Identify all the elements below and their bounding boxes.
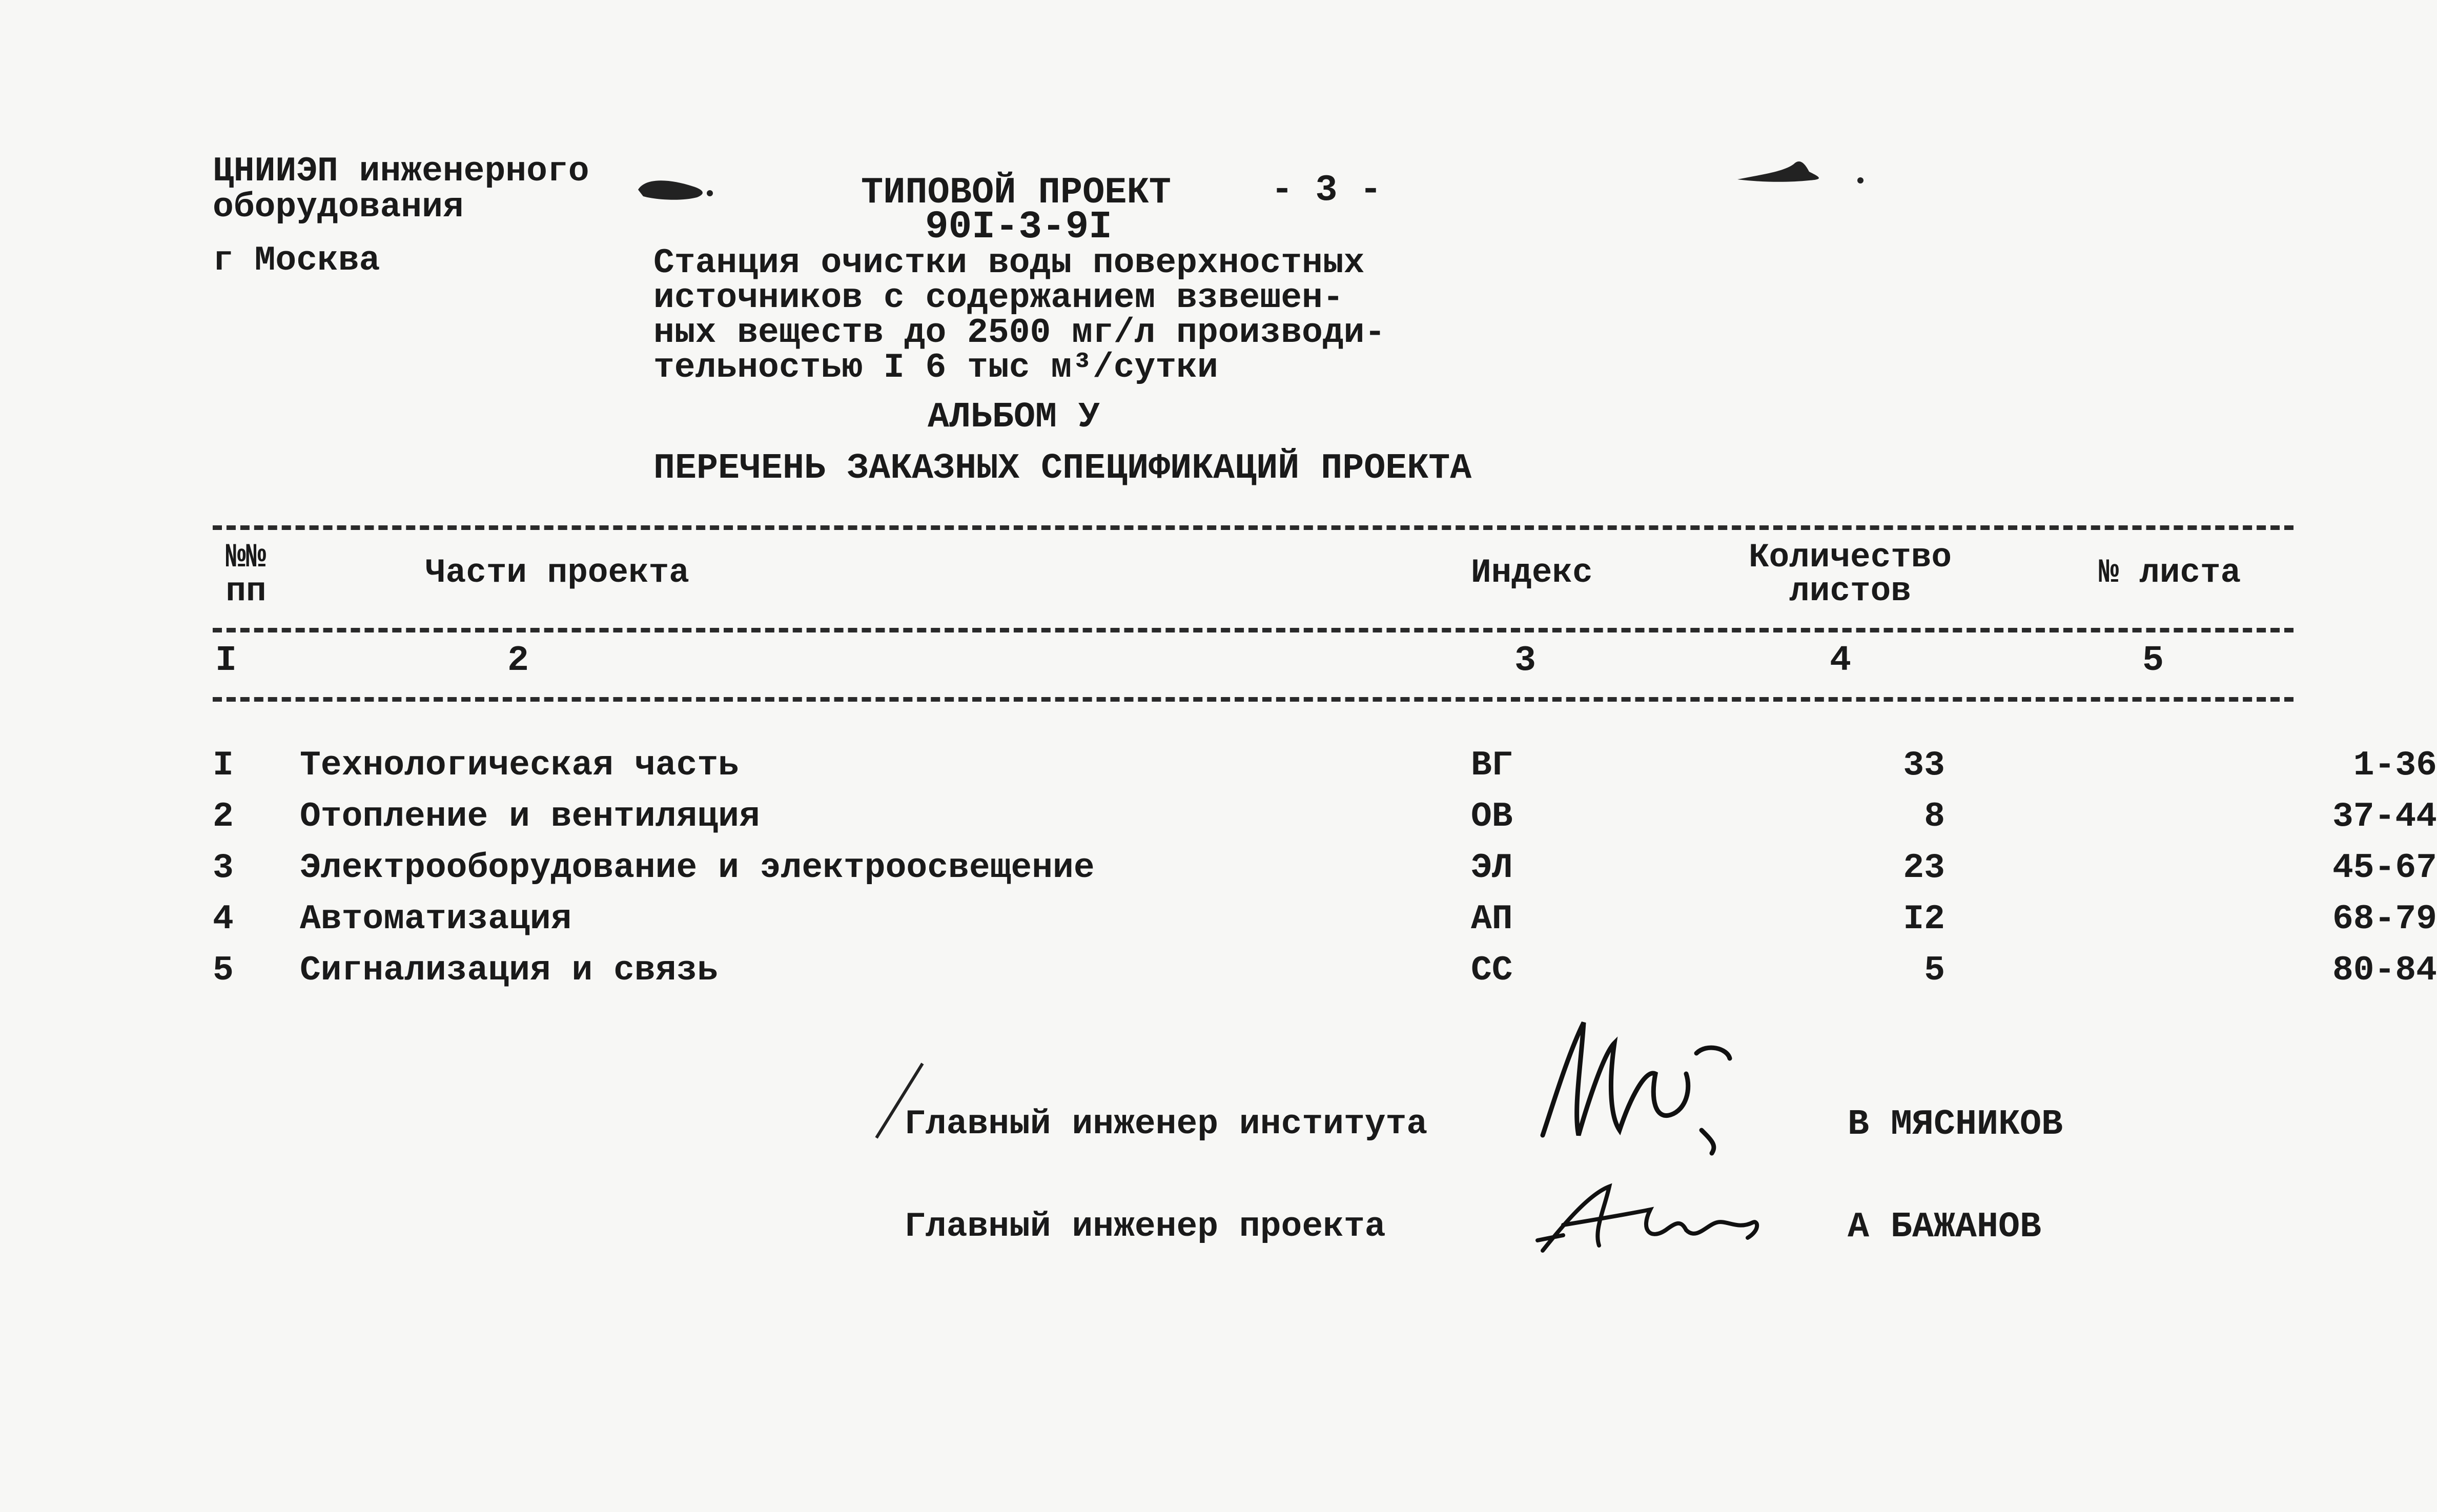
row-count: I2 [1903,900,1945,939]
column-number-4: 4 [1830,641,1852,681]
row-sheets: 45-67 [2332,848,2437,888]
ink-blot-mark-right [1732,149,1876,200]
row-index: ОВ [1471,797,1513,836]
chief-engineer-institute-title: Главный инженер института [905,1105,1428,1144]
row-part: Сигнализация и связь [300,951,719,990]
row-part: Отопление и вентиляция [300,797,760,836]
row-part: Технологическая часть [300,746,739,785]
row-count: 8 [1924,797,1945,836]
row-num: 5 [213,951,234,990]
signature-myasnikov [1532,1012,1748,1156]
column-number-5: 5 [2142,641,2164,681]
row-sheets: 68-79 [2332,900,2437,939]
album-title: АЛЬБОМ У [928,397,1100,438]
table-row [213,951,2437,1002]
row-sheets: 1-36 [2353,746,2437,785]
row-sheets: 80-84 [2332,951,2437,990]
table-row [213,797,2437,848]
signature-bazhanov [1532,1174,1768,1261]
row-part: Электрооборудование и электроосвещение [300,848,1095,888]
document-type-title: ТИПОВОЙ ПРОЕКТ [861,172,1171,214]
chief-engineer-project-title: Главный инженер проекта [905,1207,1386,1247]
row-part: Автоматизация [300,900,572,939]
row-num: 4 [213,900,234,939]
header-sheet-no: № листа [2099,554,2241,592]
table-row [213,848,2437,900]
row-num: I [213,746,234,785]
row-num: 3 [213,848,234,888]
row-count: 5 [1924,951,1945,990]
org-line-2: оборудования [213,188,464,227]
row-count: 33 [1903,746,1945,785]
column-number-2: 2 [507,641,529,681]
row-count: 23 [1903,848,1945,888]
column-number-1: I [215,641,237,681]
column-number-3: 3 [1514,641,1537,681]
city: г Москва [213,241,380,280]
chief-engineer-institute-name: В МЯСНИКОВ [1848,1105,2063,1145]
page-number: - 3 - [1271,169,1382,211]
table-top-rule [213,525,2293,530]
header-index: Индекс [1471,554,1593,592]
table-header-rule [213,628,2293,632]
row-index: СС [1471,951,1513,990]
chief-engineer-project-name: А БАЖАНОВ [1848,1207,2042,1248]
row-index: ЭЛ [1471,848,1513,888]
table-row [213,900,2437,951]
row-index: ВГ [1471,746,1513,785]
row-num: 2 [213,797,234,836]
project-number: 90I-3-9I [925,205,1112,249]
table-colnum-rule [213,697,2293,702]
organization-name [213,154,589,226]
ink-blot-mark [636,172,718,208]
row-sheets: 37-44 [2332,797,2437,836]
table-row [213,746,2437,797]
project-description: Станция очистки воды поверхностных источников с содержанием взвешен- ных веществ до 2500 мг/л производи- тельностью I 6 тыс м³/сутки [653,243,1386,387]
list-title: ПЕРЕЧЕНЬ ЗАКАЗНЫХ СПЕЦИФИКАЦИЙ ПРОЕКТА [653,448,1472,489]
org-line-1: ЦНИИЭП инженерного [213,152,589,191]
header-parts: Части проекта [425,554,689,592]
row-index: АП [1471,900,1513,939]
header-num: №№ пп [226,538,267,610]
header-sheet-count: Количество листов [1748,538,1952,610]
